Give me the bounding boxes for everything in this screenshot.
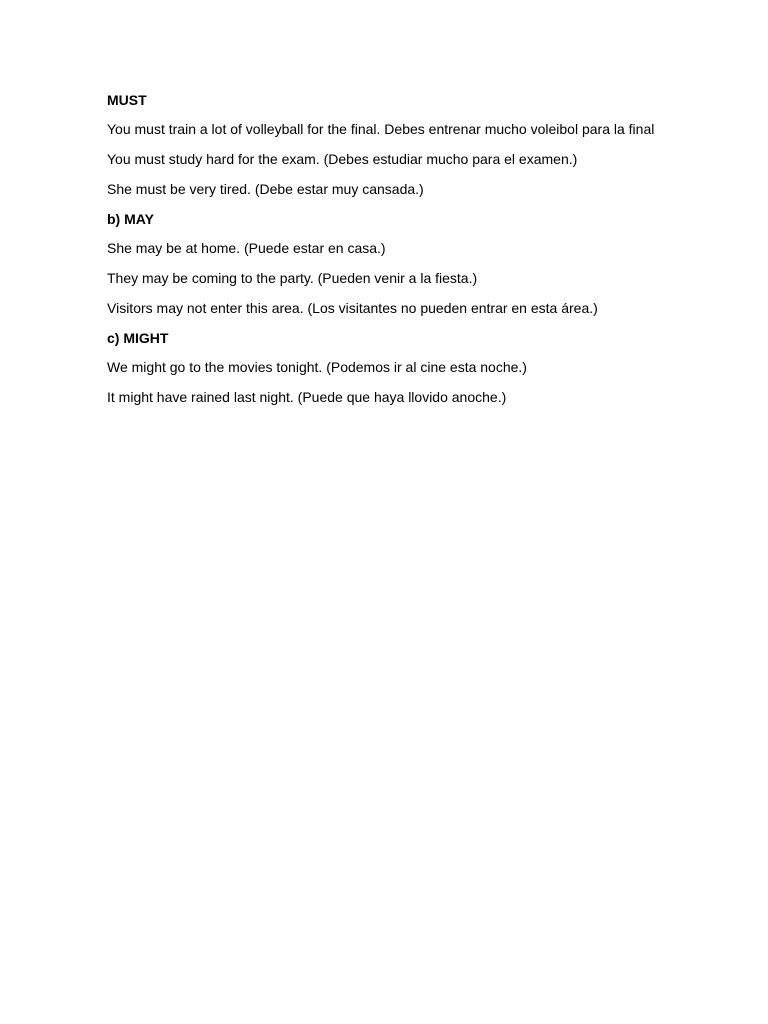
sentence: She may be at home. (Puede estar en casa.): [107, 240, 386, 256]
section-heading: MUST: [107, 92, 147, 108]
sentence: They may be coming to the party. (Pueden venir a la fiesta.): [107, 270, 478, 286]
section-must: [107, 91, 655, 198]
sentence: You must study hard for the exam. (Debes estudiar mucho para el examen.): [107, 151, 578, 167]
sentence: It might have rained last night. (Puede que haya llovido anoche.): [107, 389, 507, 405]
sentence: You must train a lot of volleyball for the final. Debes entrenar mucho voleibol para la final: [107, 121, 655, 137]
sentence: She must be very tired. (Debe estar muy cansada.): [107, 181, 424, 197]
section-may: [107, 210, 655, 317]
section-heading: b) MAY: [107, 211, 154, 227]
sentence: We might go to the movies tonight. (Podemos ir al cine esta noche.): [107, 359, 527, 375]
section-heading: c) MIGHT: [107, 330, 169, 346]
section-might: [107, 329, 655, 406]
document-body: [107, 91, 655, 418]
sentence: Visitors may not enter this area. (Los visitantes no pueden entrar en esta área.): [107, 300, 598, 316]
